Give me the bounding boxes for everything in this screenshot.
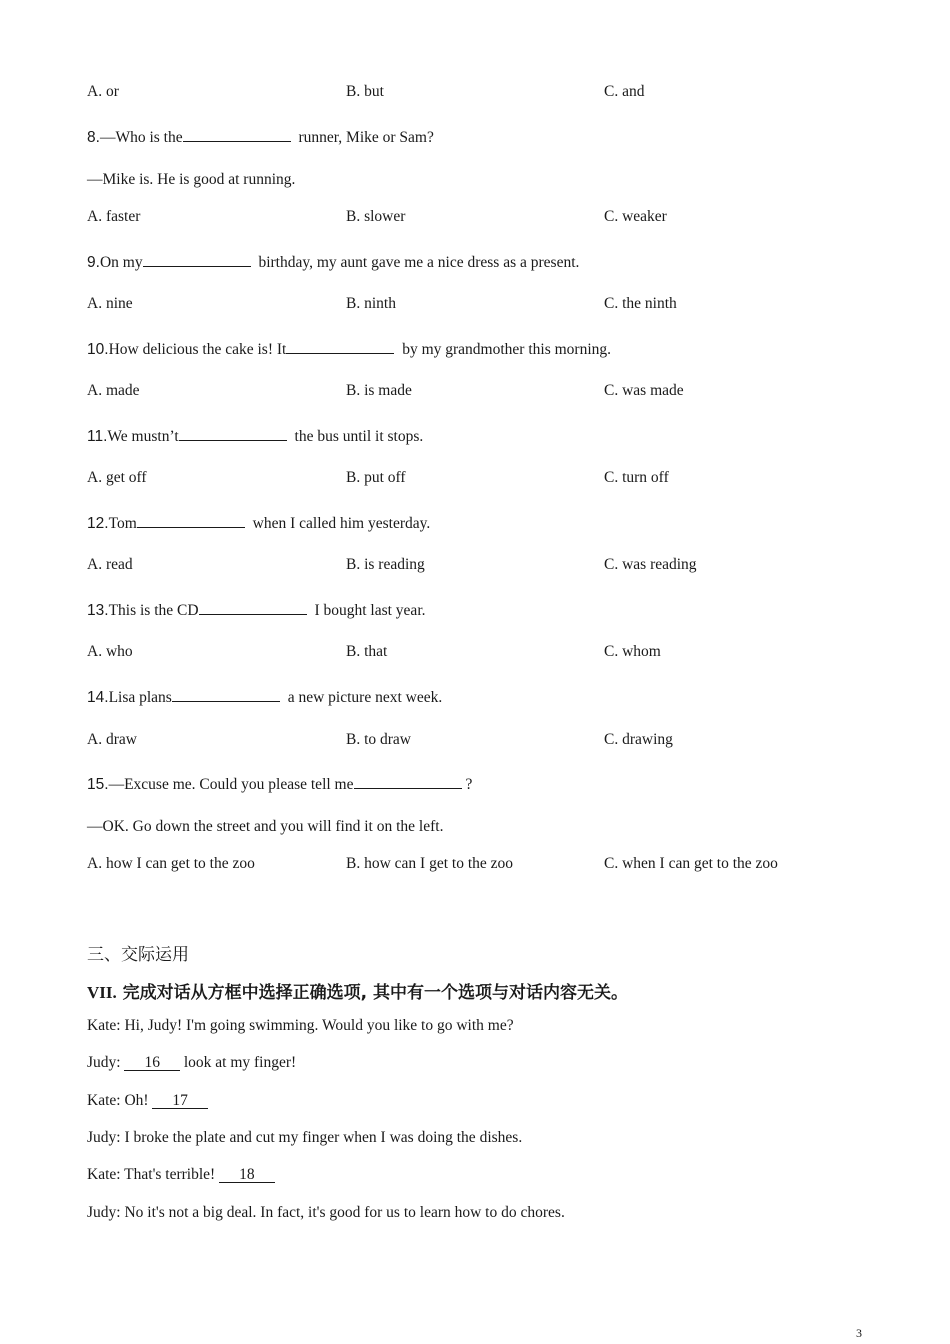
dialogue-line-6: Judy: No it's not a big deal. In fact, it's good for us to learn how to do chores. <box>87 1204 565 1221</box>
q13-option-b: B. that <box>346 643 388 660</box>
q7-option-c: C. and <box>604 83 645 100</box>
dialogue-line-2: Judy: 16 look at my finger! <box>87 1054 297 1071</box>
question-11: 11.We mustn’t the bus until it stops. <box>87 428 424 445</box>
q8-option-c: C. weaker <box>604 208 667 225</box>
question-14: 14.Lisa plans a new picture next week. <box>87 689 443 706</box>
answer-blank <box>179 426 287 441</box>
answer-blank <box>183 127 291 142</box>
q9-option-b: B. ninth <box>346 295 396 312</box>
answer-blank <box>143 252 251 267</box>
answer-blank <box>172 687 280 702</box>
q7-option-a: A. or <box>87 83 119 100</box>
q13-option-c: C. whom <box>604 643 661 660</box>
answer-blank <box>354 774 462 789</box>
q15-option-c: C. when I can get to the zoo <box>604 855 778 872</box>
subsection-title: VII. 完成对话从方框中选择正确选项, 其中有一个选项与对话内容无关。 <box>87 983 629 1003</box>
blank-18: 18 <box>219 1167 275 1183</box>
q13-option-a: A. who <box>87 643 133 660</box>
q12-option-b: B. is reading <box>346 556 425 573</box>
question-13: 13.This is the CD I bought last year. <box>87 602 426 619</box>
q8-option-a: A. faster <box>87 208 141 225</box>
q8-option-b: B. slower <box>346 208 406 225</box>
section-title: 三、交际运用 <box>87 945 189 965</box>
q15-option-b: B. how can I get to the zoo <box>346 855 514 872</box>
answer-blank <box>286 339 394 354</box>
blank-17: 17 <box>152 1093 208 1109</box>
question-10: 10.How delicious the cake is! It by my grandmother this morning. <box>87 341 611 358</box>
q11-option-a: A. get off <box>87 469 147 486</box>
q14-option-a: A. draw <box>87 731 137 748</box>
q14-option-b: B. to draw <box>346 731 412 748</box>
answer-blank <box>137 513 245 528</box>
q15-option-a: A. how I can get to the zoo <box>87 855 255 872</box>
q12-option-c: C. was reading <box>604 556 697 573</box>
q10-option-c: C. was made <box>604 382 684 399</box>
q10-option-b: B. is made <box>346 382 412 399</box>
q7-option-b: B. but <box>346 83 384 100</box>
q11-option-c: C. turn off <box>604 469 669 486</box>
q11-option-b: B. put off <box>346 469 406 486</box>
q10-option-a: A. made <box>87 382 140 399</box>
dialogue-line-5: Kate: That's terrible! 18 <box>87 1166 275 1184</box>
question-15: 15.—Excuse me. Could you please tell me ? <box>87 776 473 793</box>
question-12: 12.Tom when I called him yesterday. <box>87 515 431 532</box>
q9-option-a: A. nine <box>87 295 133 312</box>
question-8: 8.—Who is the runner, Mike or Sam? <box>87 129 434 146</box>
dialogue-line-1: Kate: Hi, Judy! I'm going swimming. Would you like to go with me? <box>87 1017 514 1034</box>
question-9: 9.On my birthday, my aunt gave me a nice dress as a present. <box>87 254 580 271</box>
dialogue-line-3: Kate: Oh! 17 <box>87 1092 208 1110</box>
q12-option-a: A. read <box>87 556 133 573</box>
question-8-reply: —Mike is. He is good at running. <box>87 171 296 188</box>
page-number: 3 <box>856 1326 862 1340</box>
question-15-reply: —OK. Go down the street and you will find it on the left. <box>87 818 444 835</box>
answer-blank <box>199 600 307 615</box>
dialogue-line-4: Judy: I broke the plate and cut my finger when I was doing the dishes. <box>87 1129 523 1146</box>
q9-option-c: C. the ninth <box>604 295 677 312</box>
q14-option-c: C. drawing <box>604 731 673 748</box>
blank-16: 16 <box>124 1055 180 1071</box>
